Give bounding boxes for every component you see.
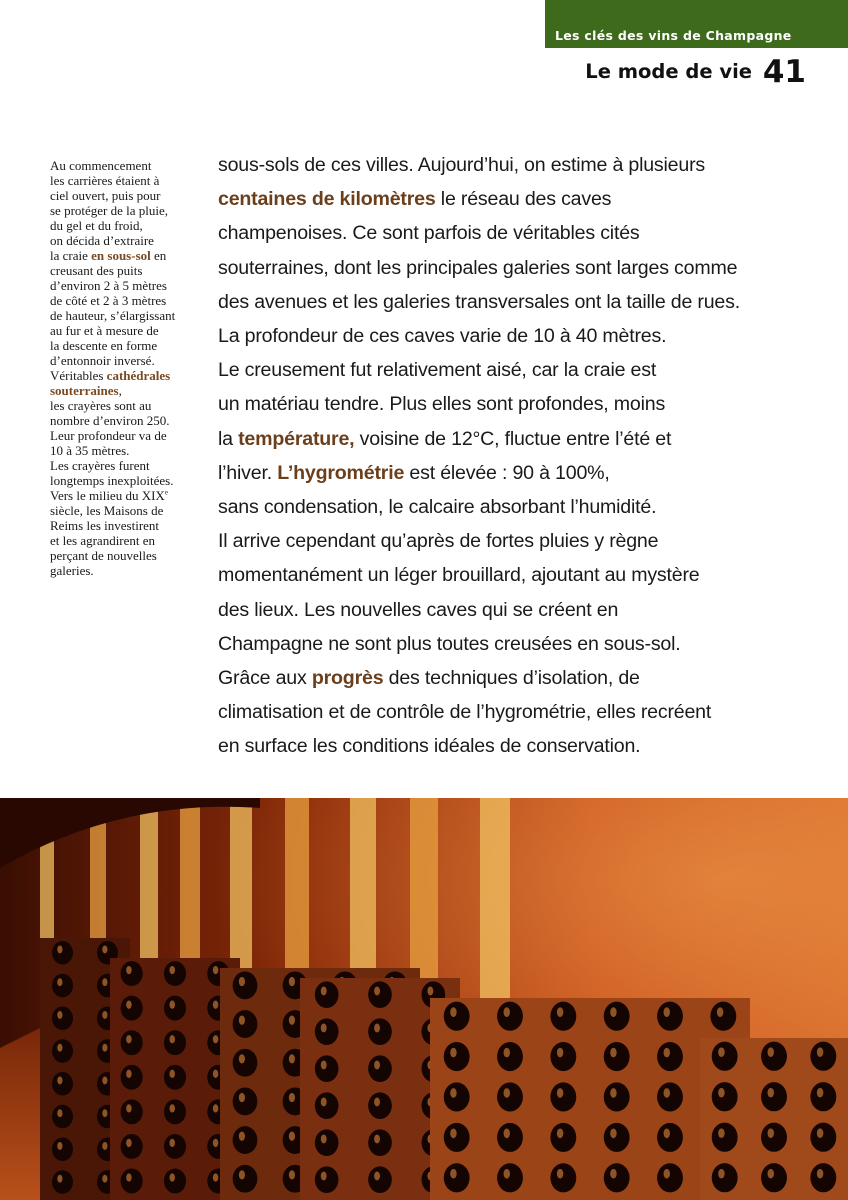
bottle-highlight xyxy=(610,1088,616,1098)
sidebar-highlight: souterraines xyxy=(50,383,119,398)
bottle-highlight xyxy=(450,1128,456,1138)
bottle-highlight xyxy=(557,1169,563,1179)
bottle-neck xyxy=(657,1042,683,1071)
bottle-highlight xyxy=(768,1047,774,1057)
bottle-neck xyxy=(164,1134,186,1159)
bottle-neck xyxy=(604,1123,630,1152)
sidebar-text: la craie xyxy=(50,248,92,263)
bottle-highlight xyxy=(102,1109,107,1117)
bottle-highlight xyxy=(169,1035,175,1043)
bottle-neck xyxy=(368,1018,392,1045)
bottle-highlight xyxy=(504,1169,510,1179)
bottle-highlight xyxy=(664,1169,670,1179)
bottle-neck xyxy=(368,1092,392,1119)
bottle-neck xyxy=(444,1042,470,1071)
bottle-highlight xyxy=(664,1128,670,1138)
bottle-neck xyxy=(233,971,258,999)
bottle-neck xyxy=(52,1105,73,1129)
main-text: des techniques d’isolation, de xyxy=(383,667,640,690)
main-line: Le creusement fut relativement aisé, car la craie est xyxy=(218,359,657,382)
bottle-highlight xyxy=(102,1175,107,1183)
bottle-highlight xyxy=(504,1088,510,1098)
bottle-highlight xyxy=(102,1077,107,1085)
bottle-neck xyxy=(444,1123,470,1152)
bottle-highlight xyxy=(126,966,132,974)
sidebar-highlight: cathédrales xyxy=(106,368,171,383)
sidebar-line: perçant de nouvelles xyxy=(50,548,157,563)
sidebar-line: Au commencement xyxy=(50,158,152,173)
bottle-highlight xyxy=(126,1001,132,1009)
bottle-highlight xyxy=(374,1061,380,1070)
bottle-neck xyxy=(52,1137,73,1161)
sidebar-line xyxy=(50,368,200,383)
bottle-highlight xyxy=(610,1169,616,1179)
main-highlight: température, xyxy=(238,427,355,450)
arch-light xyxy=(480,798,510,1016)
sidebar-superscript: e xyxy=(164,488,168,497)
bottle-neck xyxy=(497,1042,523,1071)
bottle-neck xyxy=(52,1006,73,1030)
sidebar-text: Vers le milieu du XIX xyxy=(50,488,165,503)
bottle-highlight xyxy=(718,1088,724,1098)
bottle-neck xyxy=(604,1082,630,1111)
bottle-neck xyxy=(710,1002,736,1031)
bottle-highlight xyxy=(768,1088,774,1098)
sidebar-line: du gel et du froid, xyxy=(50,218,143,233)
bottle-neck xyxy=(497,1163,523,1192)
bottle-neck xyxy=(164,1065,186,1090)
bottle-highlight xyxy=(610,1007,616,1017)
bottle-neck xyxy=(604,1042,630,1071)
bottle-highlight xyxy=(289,1054,295,1063)
bottle-neck xyxy=(550,1042,576,1071)
bottle-highlight xyxy=(57,1109,62,1117)
bottle-neck xyxy=(810,1123,836,1152)
bottle-highlight xyxy=(213,966,219,974)
bottle-neck xyxy=(657,1163,683,1192)
bottle-highlight xyxy=(213,1104,219,1112)
bottle-highlight xyxy=(102,1142,107,1150)
sidebar-line: d’environ 2 à 5 mètres xyxy=(50,278,167,293)
bottle-highlight xyxy=(57,1175,62,1183)
bottle-neck xyxy=(497,1082,523,1111)
bottle-neck xyxy=(315,1166,339,1193)
bottle-highlight xyxy=(557,1128,563,1138)
bottle-highlight xyxy=(374,1024,380,1033)
bottle-neck xyxy=(52,1039,73,1063)
bottle-neck xyxy=(810,1042,836,1071)
bottle-neck xyxy=(233,1165,258,1193)
bottle-highlight xyxy=(321,1172,327,1181)
cellar-photo-illustration xyxy=(0,798,848,1200)
bottle-neck xyxy=(657,1123,683,1152)
main-line xyxy=(218,661,778,695)
bottle-neck xyxy=(233,1049,258,1077)
bottle-highlight xyxy=(57,1044,62,1052)
bottle-highlight xyxy=(427,987,433,996)
bottle-neck xyxy=(604,1163,630,1192)
sidebar-line: longtemps inexploitées. xyxy=(50,473,174,488)
main-line: champenoises. Ce sont parfois de véritables cités xyxy=(218,222,640,245)
bottle-highlight xyxy=(57,978,62,986)
sidebar-line: d’entonnoir inversé. xyxy=(50,353,155,368)
bottle-neck xyxy=(315,1055,339,1082)
bottle-highlight xyxy=(504,1128,510,1138)
bottle-highlight xyxy=(213,1035,219,1043)
bottle-highlight xyxy=(239,1132,245,1141)
bottle-neck xyxy=(368,1166,392,1193)
bottle-highlight xyxy=(504,1007,510,1017)
bottle-neck xyxy=(550,1002,576,1031)
bottle-neck xyxy=(712,1123,738,1152)
main-line: climatisation et de contrôle de l’hygrométrie, elles recréent xyxy=(218,701,712,724)
main-line: souterraines, dont les principales galeries sont larges comme xyxy=(218,256,738,279)
bottle-neck xyxy=(164,1030,186,1055)
bottle-neck xyxy=(52,1072,73,1096)
sidebar-line xyxy=(50,383,200,398)
bottle-highlight xyxy=(213,1070,219,1078)
main-line: sans condensation, le calcaire absorbant l’humidité. xyxy=(218,496,657,519)
bottle-highlight xyxy=(610,1128,616,1138)
bottle-neck xyxy=(497,1002,523,1031)
bottle-highlight xyxy=(169,1104,175,1112)
main-line: des lieux. Les nouvelles caves qui se créent en xyxy=(218,598,619,621)
bottle-highlight xyxy=(289,977,295,986)
bottle-neck xyxy=(368,981,392,1008)
sidebar-line xyxy=(50,488,200,503)
bottle-neck xyxy=(550,1123,576,1152)
bottle-highlight xyxy=(321,1135,327,1144)
sidebar-line: creusant des puits xyxy=(50,263,143,278)
main-line xyxy=(218,182,778,216)
bottle-highlight xyxy=(374,987,380,996)
sidebar-line: nombre d’environ 250. xyxy=(50,413,170,428)
bottle-neck xyxy=(712,1082,738,1111)
bottle-highlight xyxy=(169,966,175,974)
sidebar-text: en xyxy=(150,248,167,263)
bottle-neck xyxy=(657,1082,683,1111)
arch-light xyxy=(140,798,158,980)
sidebar-note xyxy=(50,158,200,578)
page-number: 41 xyxy=(762,54,806,90)
bottle-highlight xyxy=(57,946,62,954)
sidebar-highlight: en sous-sol xyxy=(91,248,151,263)
main-line: Il arrive cependant qu’après de fortes pluies y règne xyxy=(218,530,659,553)
main-text: la xyxy=(218,427,239,450)
bottle-highlight xyxy=(126,1070,132,1078)
main-line: en surface les conditions idéales de conservation. xyxy=(218,735,641,758)
bottle-highlight xyxy=(213,1001,219,1009)
bottle-highlight xyxy=(768,1128,774,1138)
bottle-highlight xyxy=(664,1048,670,1058)
bottle-highlight xyxy=(718,1047,724,1057)
header-band-text: Les clés des vins de Champagne xyxy=(555,28,792,43)
sidebar-line: les crayères sont au xyxy=(50,398,152,413)
bottle-highlight xyxy=(102,1011,107,1019)
arch-light xyxy=(180,798,200,986)
bottle-neck xyxy=(164,996,186,1021)
bottle-highlight xyxy=(126,1035,132,1043)
bottle-highlight xyxy=(239,1170,245,1179)
sidebar-text: , xyxy=(118,383,122,398)
bottle-highlight xyxy=(664,1088,670,1098)
bottle-neck xyxy=(657,1002,683,1031)
bottle-highlight xyxy=(374,1172,380,1181)
bottle-neck xyxy=(233,1126,258,1154)
bottle-neck xyxy=(712,1042,738,1071)
bottle-highlight xyxy=(768,1169,774,1179)
bottle-highlight xyxy=(817,1088,823,1098)
sidebar-line: se protéger de la pluie, xyxy=(50,203,169,218)
sidebar-line: Reims les investirent xyxy=(50,518,160,533)
bottle-neck xyxy=(315,981,339,1008)
bottle-neck xyxy=(810,1082,836,1111)
sidebar-line: les carrières étaient à xyxy=(50,173,160,188)
main-text: le réseau des caves xyxy=(435,188,612,211)
sidebar-text: Véritables xyxy=(50,368,107,383)
main-line: un matériau tendre. Plus elles sont profondes, moins xyxy=(218,393,666,416)
sidebar-line: Leur profondeur va de xyxy=(50,428,167,443)
bottle-highlight xyxy=(213,1173,219,1181)
bottle-highlight xyxy=(717,1007,723,1017)
bottle-highlight xyxy=(817,1128,823,1138)
bottle-neck xyxy=(52,941,73,965)
bottle-highlight xyxy=(169,1139,175,1147)
sidebar-line: 10 à 35 mètres. xyxy=(50,443,130,458)
bottle-highlight xyxy=(102,1044,107,1052)
bottle-highlight xyxy=(289,1170,295,1179)
sidebar-line: Les crayères furent xyxy=(50,458,150,473)
main-highlight: centaines de kilomètres xyxy=(218,188,436,211)
bottle-highlight xyxy=(169,1070,175,1078)
bottle-highlight xyxy=(57,1077,62,1085)
bottle-highlight xyxy=(321,1024,327,1033)
main-text: voisine de 12°C, fluctue entre l’été et xyxy=(354,427,672,450)
bottle-neck xyxy=(761,1163,787,1192)
main-line: Champagne ne sont plus toutes creusées en sous-sol. xyxy=(218,632,681,655)
bottle-neck xyxy=(550,1082,576,1111)
bottle-highlight xyxy=(102,946,107,954)
section-title: Le mode de vie xyxy=(585,60,752,83)
bottle-highlight xyxy=(557,1088,563,1098)
bottle-neck xyxy=(604,1002,630,1031)
bottle-highlight xyxy=(169,1173,175,1181)
bottle-neck xyxy=(52,974,73,998)
bottle-highlight xyxy=(718,1169,724,1179)
bottle-highlight xyxy=(450,1169,456,1179)
bottle-neck xyxy=(121,996,143,1021)
bottle-neck xyxy=(164,1099,186,1124)
bottle-highlight xyxy=(374,1098,380,1107)
bottle-highlight xyxy=(557,1048,563,1058)
bottle-highlight xyxy=(213,1139,219,1147)
bottle-highlight xyxy=(239,977,245,986)
bottle-neck xyxy=(121,1065,143,1090)
bottle-highlight xyxy=(374,1135,380,1144)
bottle-neck xyxy=(315,1018,339,1045)
main-line xyxy=(218,456,778,490)
sidebar-line: au fur et à mesure de xyxy=(50,323,159,338)
main-highlight: progrès xyxy=(311,667,384,690)
bottle-neck xyxy=(810,1163,836,1192)
sidebar-line: la descente en forme xyxy=(50,338,158,353)
bottle-neck xyxy=(444,1082,470,1111)
bottle-highlight xyxy=(321,987,327,996)
bottle-highlight xyxy=(126,1173,132,1181)
main-line: La profondeur de ces caves varie de 10 à 40 mètres. xyxy=(218,325,667,348)
bottle-highlight xyxy=(321,1098,327,1107)
bottle-highlight xyxy=(504,1048,510,1058)
main-text: est élevée : 90 à 100%, xyxy=(404,461,610,484)
bottle-highlight xyxy=(450,1048,456,1058)
sidebar-line: galeries. xyxy=(50,563,94,578)
bottle-highlight xyxy=(450,1088,456,1098)
bottle-highlight xyxy=(450,1007,456,1017)
bottle-neck xyxy=(444,1002,470,1031)
bottle-highlight xyxy=(289,1093,295,1102)
sidebar-line: on décida d’extraire xyxy=(50,233,154,248)
bottle-neck xyxy=(52,1170,73,1194)
sidebar-line: de hauteur, s’élargissant xyxy=(50,308,176,323)
bottle-neck xyxy=(550,1163,576,1192)
main-line: sous-sols de ces villes. Aujourd’hui, on estime à plusieurs xyxy=(218,154,705,176)
sidebar-line: ciel ouvert, puis pour xyxy=(50,188,161,203)
bottle-neck xyxy=(761,1123,787,1152)
bottle-neck xyxy=(761,1082,787,1111)
sidebar-line: de côté et 2 à 3 mètres xyxy=(50,293,167,308)
main-line: momentanément un léger brouillard, ajoutant au mystère xyxy=(218,564,700,587)
bottle-highlight xyxy=(289,1132,295,1141)
bottle-highlight xyxy=(57,1011,62,1019)
bottle-neck xyxy=(712,1163,738,1192)
main-text xyxy=(218,148,778,764)
sidebar-line: et les agrandirent en xyxy=(50,533,156,548)
bottle-highlight xyxy=(57,1142,62,1150)
bottle-neck xyxy=(164,961,186,986)
bottle-neck xyxy=(121,1134,143,1159)
bottle-highlight xyxy=(102,978,107,986)
bottle-neck xyxy=(497,1123,523,1152)
bottle-neck xyxy=(164,1169,186,1194)
bottle-highlight xyxy=(718,1128,724,1138)
bottle-neck xyxy=(121,961,143,986)
bottle-highlight xyxy=(289,1016,295,1025)
bottle-highlight xyxy=(321,1061,327,1070)
bottle-neck xyxy=(315,1092,339,1119)
bottle-neck xyxy=(233,1010,258,1038)
bottle-neck xyxy=(315,1129,339,1156)
bottle-neck xyxy=(444,1163,470,1192)
main-line: des avenues et les galeries transversales ont la taille de rues. xyxy=(218,290,740,313)
bottle-neck xyxy=(121,1099,143,1124)
cellar-photo xyxy=(0,798,848,1200)
bottle-neck xyxy=(121,1030,143,1055)
main-line xyxy=(218,422,778,456)
header-band xyxy=(545,0,848,48)
bottle-highlight xyxy=(557,1007,563,1017)
bottle-neck xyxy=(368,1129,392,1156)
bottle-highlight xyxy=(817,1047,823,1057)
sidebar-line: siècle, les Maisons de xyxy=(50,503,164,518)
bottle-highlight xyxy=(817,1169,823,1179)
bottle-highlight xyxy=(126,1104,132,1112)
main-highlight: L’hygrométrie xyxy=(277,461,405,484)
main-text: Grâce aux xyxy=(218,667,312,690)
bottle-highlight xyxy=(610,1048,616,1058)
bottle-highlight xyxy=(664,1007,670,1017)
bottle-highlight xyxy=(239,1016,245,1025)
bottle-highlight xyxy=(239,1093,245,1102)
bottle-neck xyxy=(121,1169,143,1194)
bottle-highlight xyxy=(239,1054,245,1063)
bottle-highlight xyxy=(169,1001,175,1009)
sidebar-line xyxy=(50,248,200,263)
bottle-highlight xyxy=(126,1139,132,1147)
bottle-neck xyxy=(761,1042,787,1071)
bottle-neck xyxy=(368,1055,392,1082)
main-text: l’hiver. xyxy=(218,461,278,484)
bottle-neck xyxy=(233,1087,258,1115)
